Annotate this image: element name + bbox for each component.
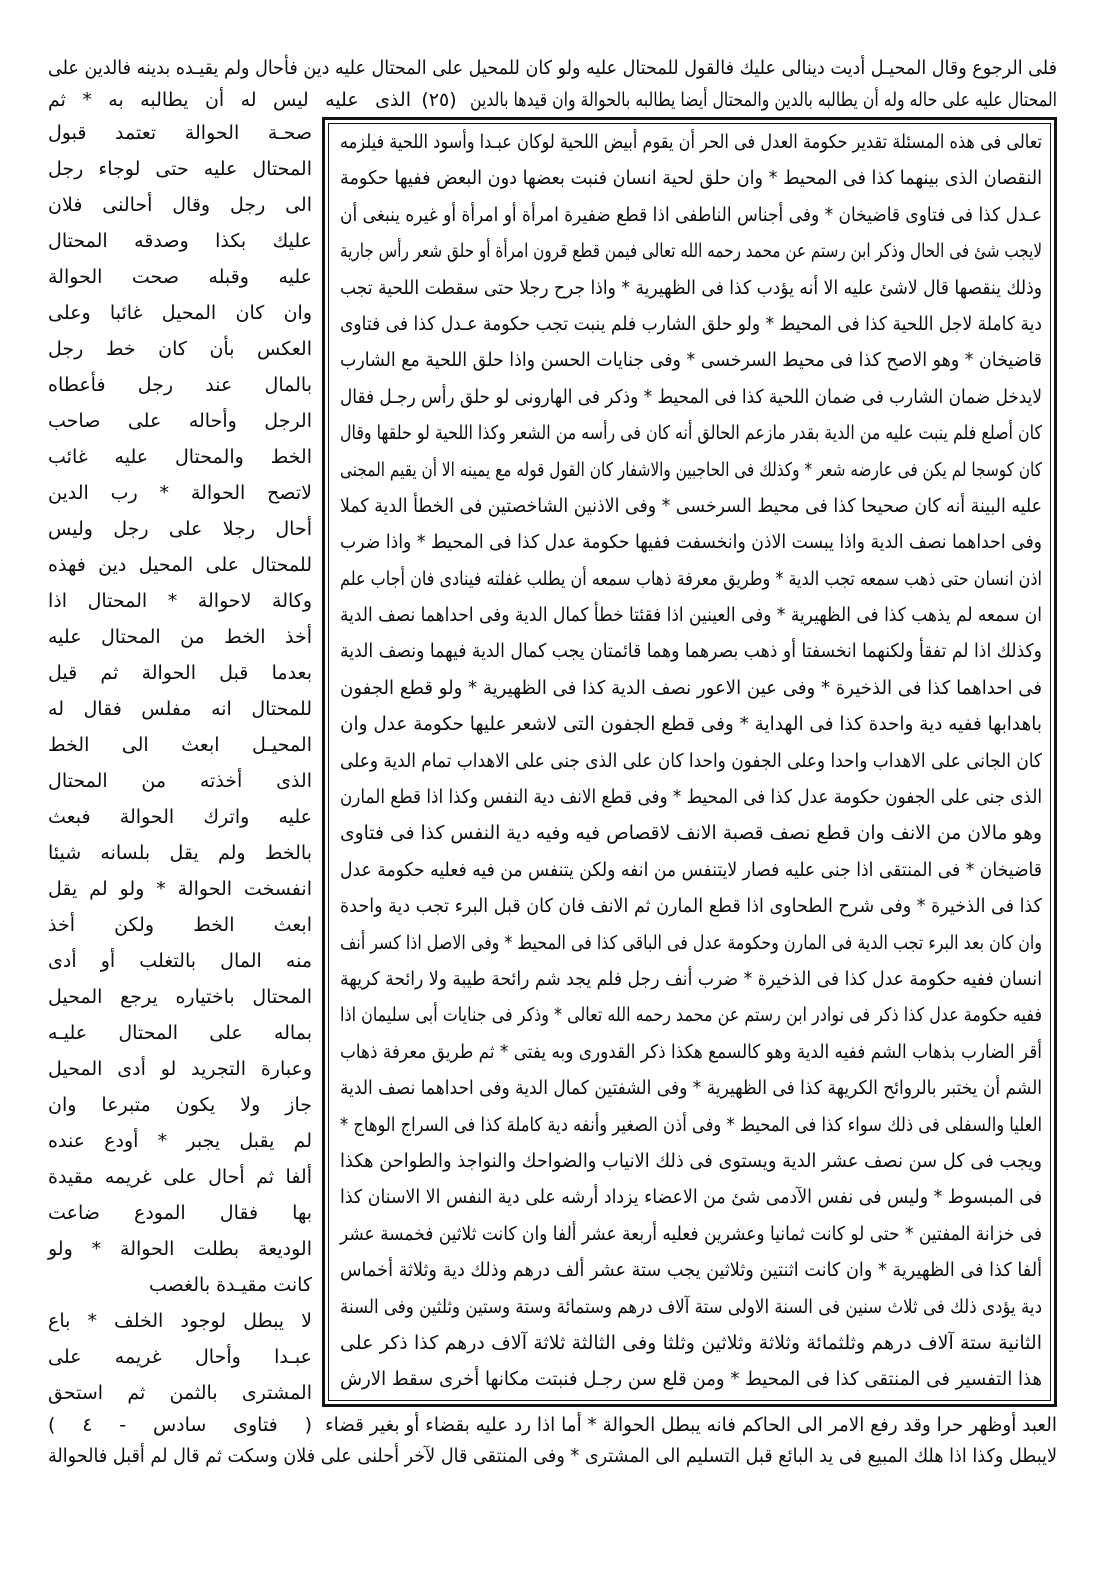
margin-note-line: انفسخت الحوالة * ولو لم يقل xyxy=(47,878,312,900)
main-text-line: وذلك ينقصها قال لاشئ عليه الا أنه يؤدب كذا فى الظهيرية * واذا جرح رجلا حتى سقطت اللحية تجب xyxy=(339,276,1042,299)
margin-note-line: الخط والمحتال عليه غائب xyxy=(48,446,312,468)
main-text-line: فى خزانة المفتين * حتى لو كانت ثمانيا وعشرين فعليه أربعة عشر ألفا وان كانت ثلاثين فخمسة عشر xyxy=(340,1222,1042,1245)
margin-note-line: عليه واترك الحوالة فبعث xyxy=(47,806,312,828)
main-text-line: كان كوسجا لم يكن فى عارضه شعر * وكذلك فى الحاجبين والاشفار كان القول قوله مع يمينه الا أن يقيم المجنى xyxy=(340,458,1042,481)
margin-note-line: الذى أخذته من المحتال xyxy=(48,770,312,792)
margin-note-line: صحـة الحوالة تعتمد قبول xyxy=(48,122,312,144)
margin-note-line: للمحتال على المحيل دين فهذه xyxy=(48,554,312,576)
main-text-line: وكذلك اذا لم تفقأ ولكنهما انخسفتا أو ذهب بصرهما وهما قائمتان يجب كمال الدية فيهما ونصف الدية xyxy=(340,640,1043,663)
margin-note-line: الى رجل وقال أحالنى فلان xyxy=(48,194,312,216)
main-text-line: قاضيخان * وهو الاصح كذا فى محيط السرخسى * وفى جنايات الحسن واذا حلق اللحية مع الشارب xyxy=(339,349,1042,372)
margin-note-line: المحيـل ابعث الى الخط xyxy=(48,734,312,756)
margin-note-line: جاز ولا يكون متبرعا وان xyxy=(47,1094,312,1116)
margin-note-line: بعدما قبل الحوالة ثم قيل xyxy=(48,662,312,684)
main-text-line: دية يؤدى ذلك فى ثلاث سنين فى السنة الاولى ستة آلاف درهم وستمائة وستة وستين وثلثين وفى السنة xyxy=(340,1295,1042,1318)
main-text xyxy=(337,124,1042,1398)
margin-note-line: وكالة لاحوالة * المحتال اذا xyxy=(48,590,312,612)
main-text-line: ففيه حكومة عدل كذا ذكر فى نوادر ابن رستم عن محمد رحمه الله تعالى * وذكر فى جنايات أبى سليمان اذا xyxy=(340,1004,1042,1027)
margin-note-line: ألفا ثم أحال على غريمه مقيدة xyxy=(47,1166,312,1188)
margin-note-line: بالمال عند رجل فأعطاه xyxy=(48,374,312,396)
main-text-line: العليا والسفلى فى ذلك سواء كذا فى المحيط * وفى أذن الصغير وأنفه دية كاملة كذا فى السراج الوهاج * xyxy=(339,1113,1042,1136)
margin-note-line: بماله على المحتال عليـه xyxy=(48,1022,312,1044)
margin-note-line: أخذ الخط من المحتال عليه xyxy=(48,626,312,648)
main-text-line: الذى جنى على الجفون حكومة عدل كذا فى المحيط * وفى قطع الانف دية النفس وكذا اذا قطع المارن xyxy=(339,786,1042,809)
bottom-continuation-text xyxy=(45,1410,1057,1472)
margin-note-line: بها فقال المودع ضاعت xyxy=(47,1202,312,1224)
signature-mark: ( فتاوى سادس - ٤ ) xyxy=(48,1414,312,1436)
main-text-line: كذا فى الذخيرة * وفى شرح الطحاوى اذا قطع المارن ثم الانف فان كان قبل البرء تجب دية واحدة xyxy=(339,895,1042,918)
main-text-box-inner-border xyxy=(328,123,1051,1401)
margin-note-line: العكس بأن كان خط رجل xyxy=(47,338,312,360)
main-text-line: وهو مالان من الانف وان قطع نصف قصبة الانف لاقصاص فيه وفيه دية النفس كذا فى فتاوى xyxy=(339,822,1043,845)
top-text-line: فلى الرجوع وقال المحيـل أديت دينالى عليك فالقول للمحتال عليه ولو كان للمحيل على المحتال عليه دين فأحال ولم يقيـده بدينه فالدين على xyxy=(47,57,1058,79)
main-text-line: اذن انسان حتى ذهب سمعه تجب الدية * وطريق معرفة ذهاب سمعه أن يطلب غفلته فينادى فان أجاب علم xyxy=(340,567,1042,590)
margin-note-line: عليك بكذا وصدقه المحتال xyxy=(48,230,312,252)
main-text-line: وان كان بعد البرء تجب الدية فى المارن وحكومة عدل فى الباقى كذا فى المحيط * وفى الاصل اذا كسر أنف xyxy=(339,931,1043,954)
main-text-line: عليه البينة أنه كان صحيحا كذا فى محيط السرخسى * وفى الاذنين الشاخصتين فى الخطأ الدية كملا xyxy=(340,494,1043,517)
main-text-box xyxy=(322,117,1057,1407)
top-continuation-text xyxy=(45,52,1057,116)
main-text-line: وفى احداهما نصف الدية واذا يبست الاذن وانخسفت ففيها حكومة عدل كذا فى المحيط * واذا ضرب xyxy=(339,531,1042,554)
margin-note-line: للمحتال انه مفلس فقال له xyxy=(48,698,312,720)
margin-note-line: المحتال عليه حتى لوجاء رجل xyxy=(47,158,312,180)
top-text-line-left-part: الذى عليه ليس له أن يطالبه به * ثم xyxy=(48,89,411,111)
main-text-line: تعالى فى هذه المسئلة تقدير حكومة العدل فى الحر أن يقوم أبيض اللحية لوكان عبـدا وأسود اللحية فيلزمه xyxy=(340,131,1042,153)
margin-note-line: لا يبطل لوجود الخلف * باع xyxy=(47,1310,312,1332)
margin-note-line: كانت مقيـدة بالغصب xyxy=(148,1274,312,1296)
main-text-line: انسان ففيه حكومة عدل كذا فى الذخيرة * ضرب أنف رجل فلم يجد شم رائحة طيبة ولا رائحة كريهة xyxy=(340,967,1042,990)
bottom-text-line: العبد أوظهر حرا وقد رفع الامر الى الحاكم فانه يبطل الحوالة * أما اذا رد عليه بقضاء أو بغير قضاء xyxy=(324,1414,1057,1436)
margin-note-line: وان كان المحيل غائبا وعلى xyxy=(47,302,312,324)
bottom-text-line: لايبطل وكذا اذا هلك المبيع فى يد البائع قبل التسليم الى المشترى * وفى المنتقى قال لآخر أحلنى على فلان وسكت ثم قال لم أقبل فالحوالة xyxy=(47,1445,1057,1467)
main-text-line: أقر الضارب بذهاب الشم ففيه الدية وهو كالسمع هكذا ذكر القدورى وبه يفتى * ثم طريق معرفة ذهاب xyxy=(340,1040,1042,1063)
main-text-line: فى المبسوط * وليس فى نفس الآدمى شئ من الاعضاء يزداد أرشه على دية النفس الا الاسنان كذا xyxy=(339,1186,1042,1209)
main-text-line: كان أصلع فلم ينبت عليه من الدية بقدر مازعم الحالق أنه كان فى رأسه من الشعر وكذا اللحية لو حلقها وقال xyxy=(339,422,1042,445)
main-text-line: ويجب فى كل سن نصف عشر الدية ويستوى فى ذلك الانياب والضواحك والنواجذ والطواحن هكذا xyxy=(339,1149,1042,1172)
top-text-line-with-page-number xyxy=(45,84,1057,116)
main-text-line: باهدابها ففيه دية واحدة كذا فى الهداية * وفى قطع الجفون التى لاشعر عليها حكومة عدل وان xyxy=(340,713,1042,736)
margin-note-line: لاتصح الحوالة * رب الدين xyxy=(48,482,312,504)
margin-note-line: منه المال بالتغلب أو أدى xyxy=(48,950,312,972)
margin-note-line: المحتال باختياره يرجع المحيل xyxy=(48,986,312,1008)
margin-notes xyxy=(45,115,312,1411)
main-text-line: الشم أن يختبر بالروائح الكريهة كذا فى الظهيرية * وفى الشفتين كمال الدية وفى احداهما نصف الدية xyxy=(339,1077,1042,1100)
main-text-line: ان سمعه لم يذهب كذا فى الظهيرية * وفى العينين اذا فقئتا خطأ كمال الدية وفى احداهما نصف الدية xyxy=(340,604,1042,627)
main-text-line: كان الجانى على الاهداب واحدا وعلى الجفون واحدا كان على الذى جنى على الاهداب تمام الدية وعلى xyxy=(340,749,1042,772)
margin-note-line: لم يقبل يجبر * أودع عنده xyxy=(48,1130,312,1152)
bottom-text-line-with-signature xyxy=(45,1410,1057,1440)
page-number: (٢٥) xyxy=(421,89,457,111)
top-text-line-right-part: المحتال عليه على حاله وله أن يطالبه بالدين والمحتال أيضا يطالبه بالحوالة وان قيدها بالدين xyxy=(469,89,1057,111)
main-text-line: الثانية ستة آلاف درهم وثلثمائة وثلاثة وثلاثين وثلثا وفى الثالثة ثلاثة آلاف درهم كذا ذكر على xyxy=(339,1331,1042,1354)
margin-note-line: وعبارة التجريد لو أدى المحيل xyxy=(48,1058,312,1080)
main-text-line: لايجب شئ فى الحال وذكر ابن رستم عن محمد رحمه الله تعالى فيمن قطع قرون امرأة أو حلق شعر رأس جارية xyxy=(340,240,1042,263)
margin-note-line: المشترى بالثمن ثم استحق xyxy=(47,1382,312,1404)
main-text-line: قاضيخان * فى المنتقى اذا جنى عليه فصار لايتنفس من انفه ولكن يتنفس من فيه فعليه حكومة عدل xyxy=(339,858,1043,881)
margin-note-line: أحال رجلا على رجل وليس xyxy=(47,518,312,540)
margin-note-line: بالخط ولم يقل بلسانه شيئا xyxy=(48,842,312,864)
margin-note-line: عليه وقبله صحت الحوالة xyxy=(47,266,312,288)
main-text-line: ألفا كذا فى الظهيرية * وان كانت اثنتين وثلاثين يجب ستة عشر ألف درهم وذلك دية وثلاثة أخماس xyxy=(339,1259,1042,1282)
main-text-line: فى احداهما كذا فى الذخيرة * وفى عين الاعور نصف الدية كذا فى الظهيرية * ولو قطع الجفون xyxy=(340,676,1042,699)
margin-note-line: ابعث الخط ولكن أخذ xyxy=(47,914,312,936)
main-text-line: لايدخل ضمان الشارب فى ضمان اللحية كذا فى المحيط * وذكر فى الهارونى لو حلق رأس رجـل فقال xyxy=(340,385,1042,408)
main-text-line: النقصان الذى بينهما كذا فى المحيط * وان حلق لحية انسان فنبت بعضها دون البعض ففيها حكومة xyxy=(339,167,1043,190)
main-text-line: هذا التفسير فى المنتقى كذا فى المحيط * ومن قلع سن رجـل فنبتت مكانها أخرى سقط الارش xyxy=(339,1368,1043,1391)
margin-note-line: الرجل وأحاله على صاحب xyxy=(48,410,312,432)
main-text-line: عـدل كذا فى فتاوى قاضيخان * وفى أجناس الناطفى اذا قطع ضفيرة امرأة أو امرأة أو غيره ينبغى أن xyxy=(340,203,1042,226)
main-text-line: دية كاملة لاجل اللحية كذا فى المحيط * ولو حلق الشارب فلم ينبت تجب حكومة عـدل كذا فى فتاوى xyxy=(339,312,1043,335)
margin-note-line: الوديعة بطلت الحوالة * ولو xyxy=(47,1238,312,1260)
margin-note-line: عبـدا وأحال غريمه على xyxy=(48,1346,312,1368)
